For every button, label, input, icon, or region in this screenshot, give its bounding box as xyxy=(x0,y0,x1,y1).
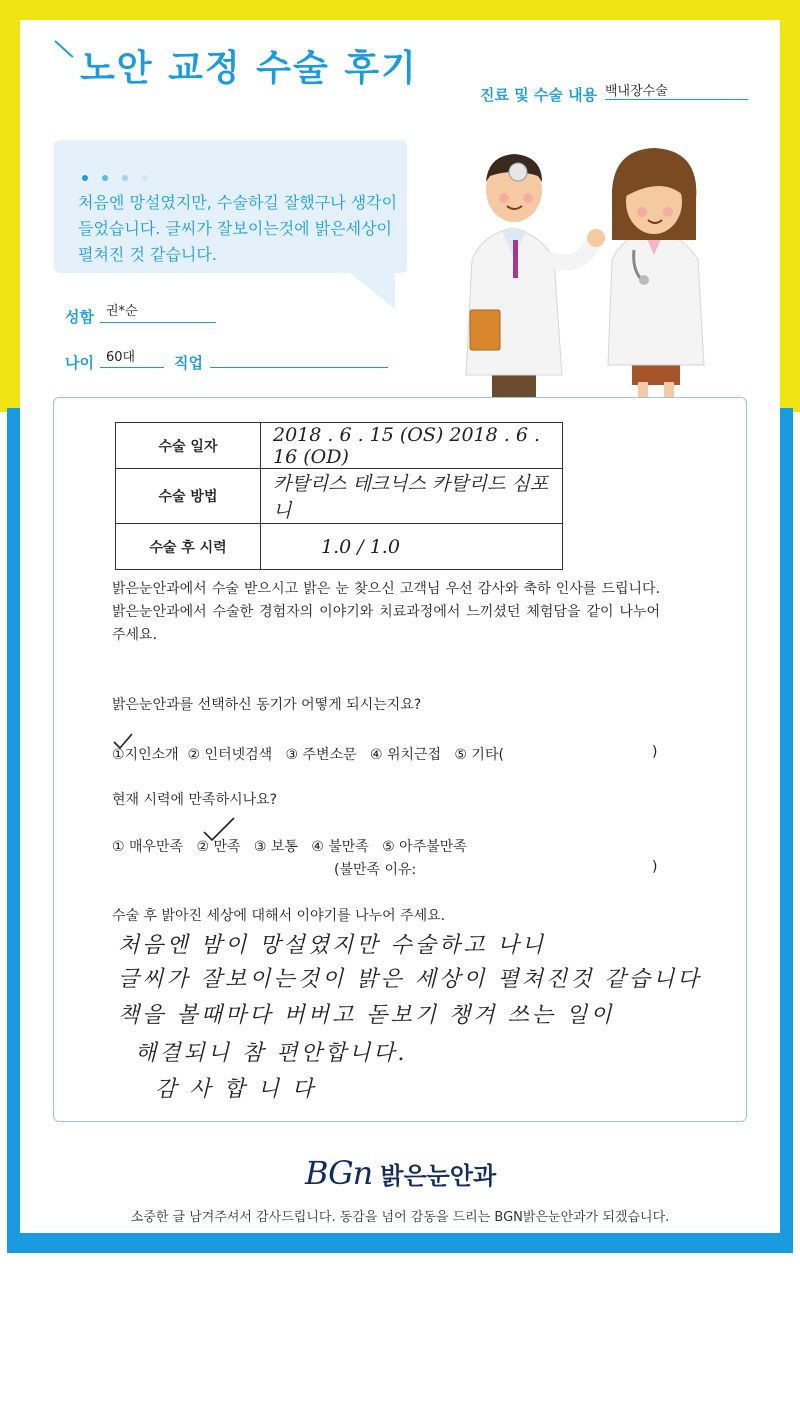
name-label: 성함 xyxy=(65,308,94,326)
dot xyxy=(82,175,88,181)
checkmark-icon xyxy=(202,816,236,842)
dot xyxy=(102,175,108,181)
female-doctor xyxy=(608,148,704,402)
bubble-dots xyxy=(82,166,162,185)
answer-line: 처음엔 밤이 망설였지만 수술하고 나니 xyxy=(118,933,547,958)
question-2: 현재 시력에 만족하시나요? xyxy=(112,792,278,808)
table-label: 수술 방법 xyxy=(116,469,261,524)
table-row xyxy=(116,524,563,570)
answer-line: 글씨가 잘보이는것이 밝은 세상이 펼쳐진것 같습니다 xyxy=(118,967,702,992)
dot xyxy=(122,175,128,181)
question-3: 수술 후 밝아진 세상에 대해서 이야기를 나누어 주세요. xyxy=(112,908,446,924)
age-label: 나이 xyxy=(65,354,94,372)
speech-bubble-tail xyxy=(340,265,395,309)
logo-mark: BGn xyxy=(305,1154,373,1192)
review-quote: 처음엔 망설였지만, 수술하길 잘했구나 생각이 들었습니다. 글씨가 잘보이는것에 밝은세상이 펼쳐진 것 같습니다. xyxy=(78,193,398,264)
question-2-options: ① 매우만족 ② 만족 ③ 보통 ④ 불만족 ⑤ 아주불만족 xyxy=(112,839,467,855)
table-value: 2018 . 6 . 15 (OS) 2018 . 6 . 16 (OD) xyxy=(261,423,563,469)
question-2-end: ) xyxy=(652,859,658,875)
treatment-label: 진료 및 수술 내용 xyxy=(480,86,598,104)
footer-message: 소중한 글 남겨주셔서 감사드립니다. 동감을 넘어 감동을 드리는 BGN밝은눈안과가 되겠습니다. xyxy=(130,1210,670,1225)
question-2-reason: (불만족 이유: xyxy=(334,862,417,878)
question-1-options: ①지인소개 ② 인터넷검색 ③ 주변소문 ④ 위치근접 ⑤ 기타( xyxy=(112,747,504,763)
table-value: 1.0 / 1.0 xyxy=(261,524,563,570)
male-doctor xyxy=(466,154,605,400)
age-value: 60대 xyxy=(100,346,164,368)
name-value: 권*순 xyxy=(100,300,216,323)
treatment-value: 백내장수술 xyxy=(605,80,748,100)
logo-name: 밝은눈안과 xyxy=(380,1161,497,1190)
table-value: 카탈리스 테크닉스 카탈리드 심포니 xyxy=(261,469,563,524)
answer-line: 책을 볼때마다 버버고 돋보기 챙겨 쓰는 일이 xyxy=(118,1003,615,1028)
table-row xyxy=(116,469,563,524)
page-title: 노안 교정 수술 후기 xyxy=(80,48,418,89)
intro-text: 밝은눈안과에서 수술 받으시고 밝은 눈 찾으신 고객님 우선 감사와 축하 인사를 드립니다. 밝은눈안과에서 수술한 경험자의 이야기와 치료과정에서 느끼셨던 체험담을 같이 나누어주세요. xyxy=(112,581,660,643)
question-1-end: ) xyxy=(652,744,658,760)
job-value xyxy=(210,346,388,368)
table-label: 수술 후 시력 xyxy=(116,524,261,570)
surgery-info-table xyxy=(115,422,563,570)
answer-line: 해결되니 참 편안합니다. xyxy=(135,1041,408,1066)
clinic-logo xyxy=(305,1152,496,1194)
job-label: 직업 xyxy=(174,354,203,372)
doctors-illustration xyxy=(462,140,712,405)
checkmark-icon xyxy=(112,732,134,750)
table-row xyxy=(116,423,563,469)
answer-line: 감 사 합 니 다 xyxy=(155,1077,317,1102)
table-label: 수술 일자 xyxy=(116,423,261,469)
dot xyxy=(142,175,148,181)
question-1: 밝은눈안과를 선택하신 동기가 어떻게 되시는지요? xyxy=(112,697,422,713)
